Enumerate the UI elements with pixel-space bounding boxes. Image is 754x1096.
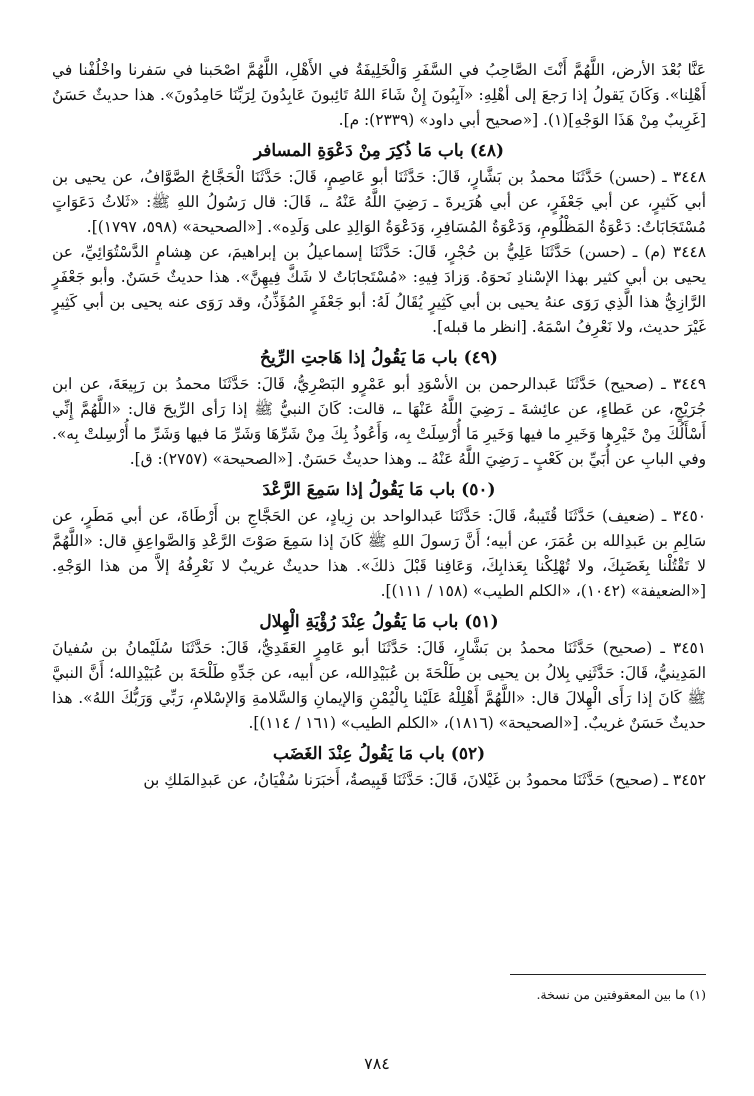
- chapter-52: [52, 741, 706, 793]
- chapter-heading: (٥١) باب مَا يَقُولُ عِنْدَ رُؤْيَةِ الْهِلال: [259, 612, 499, 632]
- chapter-heading: (٤٨) باب مَا ذُكِرَ مِنْ دَعْوَةِ المسافر: [253, 141, 505, 161]
- hadith-3452: ٣٤٥٢ ـ (صحيح) حَدَّثَنَا محمودُ بن غَيْلانَ، قَالَ: حَدَّثَنَا قَبِيصةُ، أَخبَرَنا سُفْيَانُ، عن عَبدِالمَلكِ بن: [143, 771, 706, 789]
- page-number: ٧٨٤: [364, 1054, 390, 1073]
- footnote-divider: [510, 974, 706, 975]
- footnote: (١) ما بين المعقوفتين من نسخة.: [536, 987, 706, 1002]
- hadith-3448m: ٣٤٤٨ (م) ـ (حسن) حَدَّثَنَا عَلِيُّ بن حُجْرٍ، قَالَ: حَدَّثَنَا إسماعيلُ بن إبراهيمَ، عن هِشامٍ الدَّسْتُوَائِيِّ، عن يحيى بن أبي كثير بهذا الإسْنادِ نَحوَهُ. وَزادَ فِيهِ: «مُسْتَجابَاتٌ لا شَكَّ فِيهِنَّ». هذا حديثٌ حَسَنٌ. وأبو جَعْفَرٍ الرَّازِيُّ هذا الَّذِي رَوَى عنهُ يحيى بن أبي كَثِيرٍ يُقَالُ لَهُ: أبو جَعْفَرٍ المُؤَذِّنُ، وقد رَوَى عنه يحيى بن أبي كَثِيرٍ غَيْرَ حديث، ولا نَعْرِفُ اسْمَهُ. [انظر ما قبله].: [52, 243, 706, 336]
- chapter-48: [52, 138, 706, 340]
- hadith-3451: ٣٤٥١ ـ (صحيح) حَدَّثَنَا محمدُ بن بَشَّارٍ، قَالَ: حَدَّثَنَا أبو عَامِرٍ العَقَدِيُّ، قَالَ: حَدَّثَنَا سُلَيْمانُ بن سُفيانَ المَدِينيُّ، قَالَ: حَدَّثَنِي بِلالُ بن يحيى بن طَلْحَةَ بن عُبَيْدِالله، عن أبيه، عن جَدِّهِ طَلْحَةَ بن عُبَيْدِالله؛ أَنَّ النبيَّ ﷺ كَانَ إذا رَأَى الْهِلالَ قال: «اللَّهُمَّ أَهْلِلْهُ عَلَيْنا بِالْيُمْنِ وَالإيمانِ وَالسَّلامةِ وَالإسْلامِ، رَبِّي وَرَبُّكَ اللهُ». هذا حديثٌ حَسَنٌ غريبٌ. [«الصحيحة» (١٨١٦)، «الكلم الطيب» (١٦١ / ١١٤)].: [52, 639, 706, 732]
- continuation-paragraph: عَنَّا بُعْدَ الأرض، اللَّهُمَّ أَنْتَ الصَّاحِبُ في السَّفَرِ وَالْخَلِيفَةُ في الأَهْلِ، اللَّهُمَّ اصْحَبنا في سَفرنا واخْلُفْنا في أَهْلِنا». وَكَانَ يَقولُ إذا رَجعَ إلى أهْلِهِ: «آيِبُونَ إِنْ شَاءَ اللهُ تَائِبونَ عَابِدُونَ لِرَبِّنَا حَامِدُونَ». هذا حديثٌ حَسَنٌ [غَرِيبٌ مِنْ هَذَا الوَجْهِ](١). [«صحيح أبي داود» (٢٣٣٩): م].: [52, 61, 706, 129]
- chapter-heading: (٥٢) باب مَا يَقُولُ عِنْدَ الغَضَب: [272, 744, 486, 764]
- chapter-49: [52, 345, 706, 472]
- chapter-51: [52, 609, 706, 736]
- hadith-3448: ٣٤٤٨ ـ (حسن) حَدَّثَنَا محمدُ بن بَشَّارٍ، قَالَ: حَدَّثَنَا أبو عَاصِمٍ، قَالَ: حَدَّثَنَا الْحَجَّاجُ الصَّوَّافُ، عن يحيى بن أبي كَثيرٍ، عن أبي جَعْفَرٍ، عن أبي هُرَيرةَ ـ رَضِيَ اللَّهُ عَنْهُ ـ، قَالَ: قال رَسُولُ اللهِ ﷺ: «ثَلاثُ دَعَوَاتٍ مُسْتَجَابَاتٌ: دَعْوَةُ المَظْلُومِ، وَدَعْوَةُ المُسَافِرِ، وَدَعْوَةُ الوَالِدِ على وَلَدِه». [«الصحيحة» (٥٩٨، ١٧٩٧)].: [52, 168, 706, 236]
- chapter-heading: (٤٩) باب مَا يَقُولُ إذا هَاجتِ الرِّيحُ: [260, 348, 498, 368]
- chapter-50: [52, 477, 706, 604]
- hadith-3450: ٣٤٥٠ ـ (ضعيف) حَدَّثَنَا قُتَيبةُ، قَالَ: حَدَّثَنَا عَبدالواحد بن زِيادٍ، عن الحَجَّاجِ بن أَرْطَاةَ، عن أبي مَطَرٍ، عن سَالِمِ بن عَبدِالله بن عُمَرَ، عن أبيه؛ أَنَّ رَسولَ اللهِ ﷺ كَانَ إذا سَمِعَ صَوْتَ الرَّعْدِ وَالصَّواعِقِ قال: «اللَّهُمَّ لا تَقْتُلْنا بِغَضَبِكَ، ولا تُهْلِكْنا بِعَذابِكَ، وَعَافِنا قَبْلَ ذلكَ». هذا حديثٌ غريبٌ لا نَعْرِفُهُ إلاَّ من هذا الوَجْهِ. [«الضعيفة» (١٠٤٢)، «الكلم الطيب» (١٥٨ / ١١١)].: [52, 507, 706, 600]
- chapter-heading: (٥٠) باب مَا يَقُولُ إذا سَمِعَ الرَّعْدَ: [262, 480, 496, 500]
- hadith-3449: ٣٤٤٩ ـ (صحيح) حَدَّثَنَا عَبدالرحمن بن الأسْوَدِ أبو عَمْرٍو البَصْرِيُّ، قَالَ: حَدَّثَنَا محمدُ بن رَبِيعَةَ، عن ابن جُرَيْجٍ، عن عَطاءٍ، عن عائِشةَ ـ رَضِيَ اللَّهُ عَنْهَا ـ، قالت: كَانَ النبيُّ ﷺ إذا رَأى الرِّيحَ قال: «اللَّهُمَّ إِنِّي أَسْأَلُكَ مِنْ خَيْرِها وَخَيرِ ما فيها وَخَيرِ مَا أُرْسِلَتْ بِه، وَأَعُوذُ بِكَ مِنْ شَرِّهَا وَشَرِّ مَا فيها وَشَرِّ ما أُرْسِلتْ بِه». وفي البابِ عن أُبَيِّ بن كَعْبٍ ـ رَضِيَ اللَّهُ عَنْهُ ـ. وهذا حديثٌ حَسَنٌ. [«الصحيحة» (٢٧٥٧): ق].: [52, 375, 706, 468]
